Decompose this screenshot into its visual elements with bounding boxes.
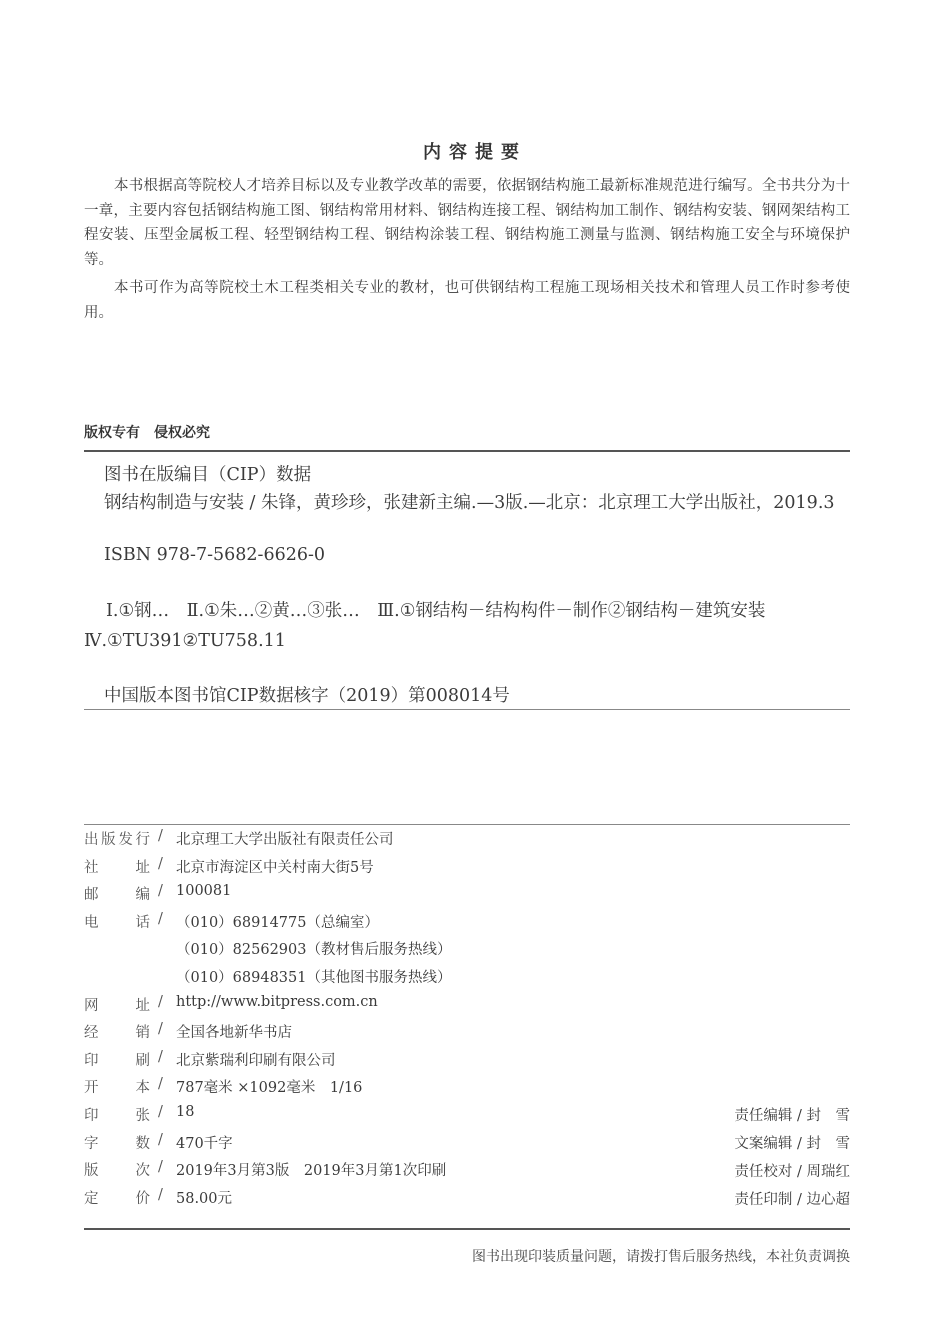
- info-label: 开 本: [84, 1080, 150, 1097]
- staff-credit: [734, 1132, 850, 1153]
- staff-separator: /: [792, 1108, 807, 1124]
- cip-classification: Ⅰ.①钢… Ⅱ.①朱…②黄…③张… Ⅲ.①钢结构－结构构件－制作②钢结构－建筑安装 Ⅳ.①TU391②TU758.11: [84, 601, 783, 651]
- info-value: 北京理工大学出版社有限责任公司: [176, 832, 394, 848]
- info-separator: /: [158, 883, 163, 900]
- info-value: 全国各地新华书店: [176, 1025, 292, 1042]
- cip-isbn: ISBN 978-7-5682-6626-0: [104, 545, 326, 565]
- info-value: http://www.bitpress.com.cn: [176, 993, 378, 1010]
- summary-paragraph-2: 本书可作为高等院校土木工程类相关专业的教材，也可供钢结构工程施工现场相关技术和管理人员工作时参考使用。: [84, 280, 850, 321]
- staff-credit: [734, 1104, 850, 1125]
- summary-paragraph-1: 本书根据高等院校人才培养目标以及专业教学改革的需要，依据钢结构施工最新标准规范进行编写。全书共分为十一章，主要内容包括钢结构施工图、钢结构常用材料、钢结构连接工程、钢结构加工制作、钢结构安装、钢网架结构工程安装、压型金属板工程、轻型钢结构工程、钢结构涂装工程、钢结构施工测量与监测、钢结构施工安全与环境保护等。: [84, 178, 850, 268]
- info-value: （010）82562903（教材售后服务热线）: [176, 942, 452, 959]
- info-separator: /: [158, 1104, 163, 1120]
- copyright-notice: 版权专有 侵权必究: [84, 425, 210, 441]
- info-separator: /: [158, 1186, 163, 1203]
- staff-separator: /: [792, 1164, 807, 1180]
- info-top-rule: [84, 824, 850, 825]
- info-label: 出 版 发 行: [84, 832, 150, 848]
- info-separator: /: [158, 1021, 163, 1038]
- staff-separator: /: [792, 1136, 807, 1152]
- info-value: 北京紫瑞利印刷有限公司: [176, 1052, 336, 1069]
- cip-heading: 图书在版编目（CIP）数据: [104, 465, 312, 485]
- info-value: （010）68948351（其他图书服务热线）: [176, 970, 452, 986]
- staff-credit: [734, 1188, 850, 1209]
- info-label: 版 次: [84, 1163, 150, 1180]
- info-label: 定 价: [84, 1190, 150, 1207]
- staff-role: 责任印制: [734, 1192, 793, 1208]
- info-separator: /: [158, 1131, 163, 1148]
- info-label: 经 销: [84, 1025, 150, 1042]
- info-separator: /: [158, 910, 163, 927]
- info-value: （010）68914775（总编室）: [176, 914, 379, 931]
- info-label: 字 数: [84, 1135, 150, 1152]
- cip-bottom-rule: [84, 709, 850, 710]
- info-value: 18: [176, 1104, 195, 1120]
- info-label: 邮 编: [84, 887, 150, 904]
- info-bottom-rule: [84, 1228, 850, 1230]
- info-label: 电 话: [84, 914, 150, 931]
- info-value: 58.00元: [176, 1190, 233, 1207]
- info-separator: /: [158, 1048, 163, 1065]
- staff-name: 周瑞红: [806, 1164, 850, 1180]
- staff-name: 封 雪: [806, 1136, 850, 1152]
- staff-role: 责任校对: [734, 1164, 793, 1180]
- info-label: 印 张: [84, 1108, 150, 1124]
- info-value: 北京市海淀区中关村南大街5号: [176, 859, 374, 876]
- info-value: 787毫米 ×1092毫米 1/16: [176, 1080, 363, 1097]
- staff-role: 文案编辑: [734, 1136, 793, 1152]
- info-label: 社 址: [84, 859, 150, 876]
- info-label: 网 址: [84, 997, 150, 1014]
- info-separator: /: [158, 1159, 163, 1176]
- footer-note: 图书出现印装质量问题，请拨打售后服务热线，本社负责调换: [472, 1249, 850, 1265]
- info-label: 印 刷: [84, 1052, 150, 1069]
- staff-role: 责任编辑: [734, 1108, 793, 1124]
- staff-credit: [734, 1160, 850, 1181]
- summary-title: 内容提要: [423, 142, 527, 163]
- staff-name: 封 雪: [806, 1108, 850, 1124]
- info-separator: /: [158, 855, 163, 872]
- info-value: 2019年3月第3版 2019年3月第1次印刷: [176, 1163, 447, 1180]
- info-value: 470千字: [176, 1135, 233, 1152]
- info-value: 100081: [176, 883, 232, 900]
- info-separator: /: [158, 1076, 163, 1093]
- cip-verification: 中国版本图书馆CIP数据核字（2019）第008014号: [104, 686, 510, 706]
- info-separator: /: [158, 993, 163, 1010]
- info-separator: /: [158, 828, 163, 844]
- cip-top-rule: [84, 450, 850, 452]
- staff-name: 边心超: [806, 1192, 850, 1208]
- staff-separator: /: [792, 1192, 807, 1208]
- cip-record: 钢结构制造与安装 / 朱锋，黄珍珍，张建新主编.—3版.—北京：北京理工大学出版社，2019.3: [104, 493, 835, 513]
